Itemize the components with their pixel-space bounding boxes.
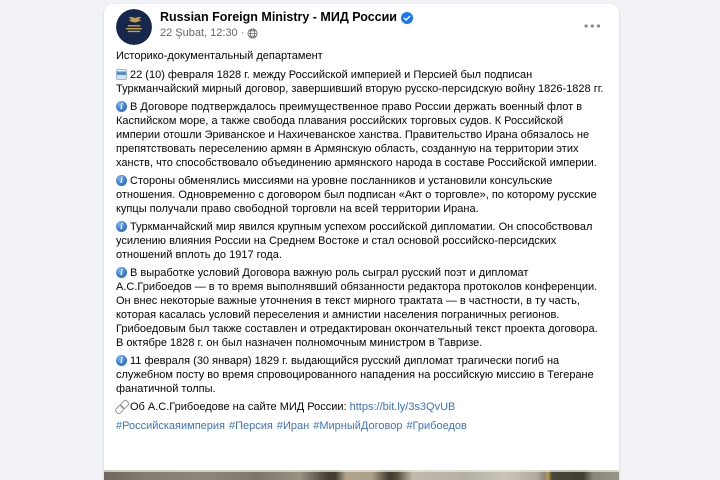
hashtag-link[interactable]: #Грибоедов (406, 420, 467, 432)
hashtag-link[interactable]: #МирныйДоговор (313, 420, 403, 432)
post-header (104, 4, 619, 45)
link-label: Об А.С.Грибоедове на сайте МИД России: (130, 401, 347, 413)
post-body (104, 49, 619, 433)
header-text (160, 9, 413, 39)
post-paragraph (116, 266, 607, 350)
hashtag-link[interactable]: #Персия (229, 420, 273, 432)
paragraph-text: В выработке условий Договора важную роль сыграл русский поэт и дипломат А.С.Грибоедов — в то время выполнявший обязанности редактора протоколов конференции. Он внес некоторые важные уточнения в текст мирного трактата — в частности, в ту часть, которая касалась условий переселения и амнистии населения пограничных регионов. Грибоедовым был также составлен и отредактирован окончательный текст проекта договора. В октябре 1828 г. он был назначен полномочным министром в Тавризе. (116, 267, 598, 349)
paragraph-text: Стороны обменялись миссиями на уровне посланников и установили консульские отношения. Одновременно с договором был подписан «Акт о торговле», по которому русские купцы получали право свободной торговли на всей территории Ирана. (116, 175, 597, 215)
post-paragraph (116, 68, 607, 96)
avatar[interactable] (116, 9, 152, 45)
post-paragraph (116, 354, 607, 396)
info-icon (116, 175, 127, 186)
timestamp[interactable]: 22 Şubat, 12:30 (160, 27, 238, 39)
info-icon (116, 221, 127, 232)
post-paragraph (116, 220, 607, 262)
paragraph-text: 11 февраля (30 января) 1829 г. выдающийся русский дипломат трагически погиб на служебном посту во время спровоцированного нападения на российскую миссию в Тегеране фанатичной толпы. (116, 355, 594, 395)
post-paragraphs (116, 68, 607, 396)
calendar-icon (116, 69, 127, 80)
facebook-post-card (104, 4, 619, 480)
info-icon (116, 355, 127, 366)
post-intro: Историко-документальный департамент (116, 50, 323, 62)
post-photo[interactable] (104, 470, 619, 480)
verified-badge-icon (401, 12, 413, 24)
ellipsis-icon (583, 24, 600, 28)
mfa-emblem-icon (116, 9, 152, 45)
paragraph-text: Туркманчайский мир явился крупным успехом российской дипломатии. Он способствовал усилению влияния России на Среднем Востоке и стал основой российско-персидских отношений вплоть до 1917 года. (116, 221, 593, 261)
post-paragraph (116, 174, 607, 216)
post-url-link[interactable]: https://bit.ly/3s3QvUB (349, 401, 456, 413)
more-options-button[interactable] (579, 18, 603, 34)
paragraph-text: 22 (10) февраля 1828 г. между Российской империей и Персией был подписан Туркманчайский мирный договор, завершивший вторую русско-персидскую войну 1826-1828 гг. (116, 69, 604, 95)
paragraph-text: В Договоре подтверждалось преимущественное право России держать военный флот в Каспийском море, а также свобода плавания российских торговых судов. К Российской империи отошли Эриванское и Нахичеванское ханства. Правительство Ирана обязалось не препятствовать переселению армян в Армянскую область, созданную на территории этих ханств, что способствовало объединению армянского народа в составе Российской империи. (116, 101, 597, 169)
globe-icon (247, 28, 258, 39)
post-paragraph (116, 100, 607, 170)
hashtag-link[interactable]: #Иран (276, 420, 310, 432)
info-icon (116, 267, 127, 278)
link-icon (116, 401, 127, 412)
hashtag-link[interactable]: #Российскаяимперия (116, 420, 226, 432)
link-line (116, 400, 607, 414)
meta-separator: · (240, 27, 245, 39)
author-name[interactable]: Russian Foreign Ministry - МИД России (160, 10, 397, 24)
info-icon (116, 101, 127, 112)
hashtags-line (116, 419, 607, 433)
